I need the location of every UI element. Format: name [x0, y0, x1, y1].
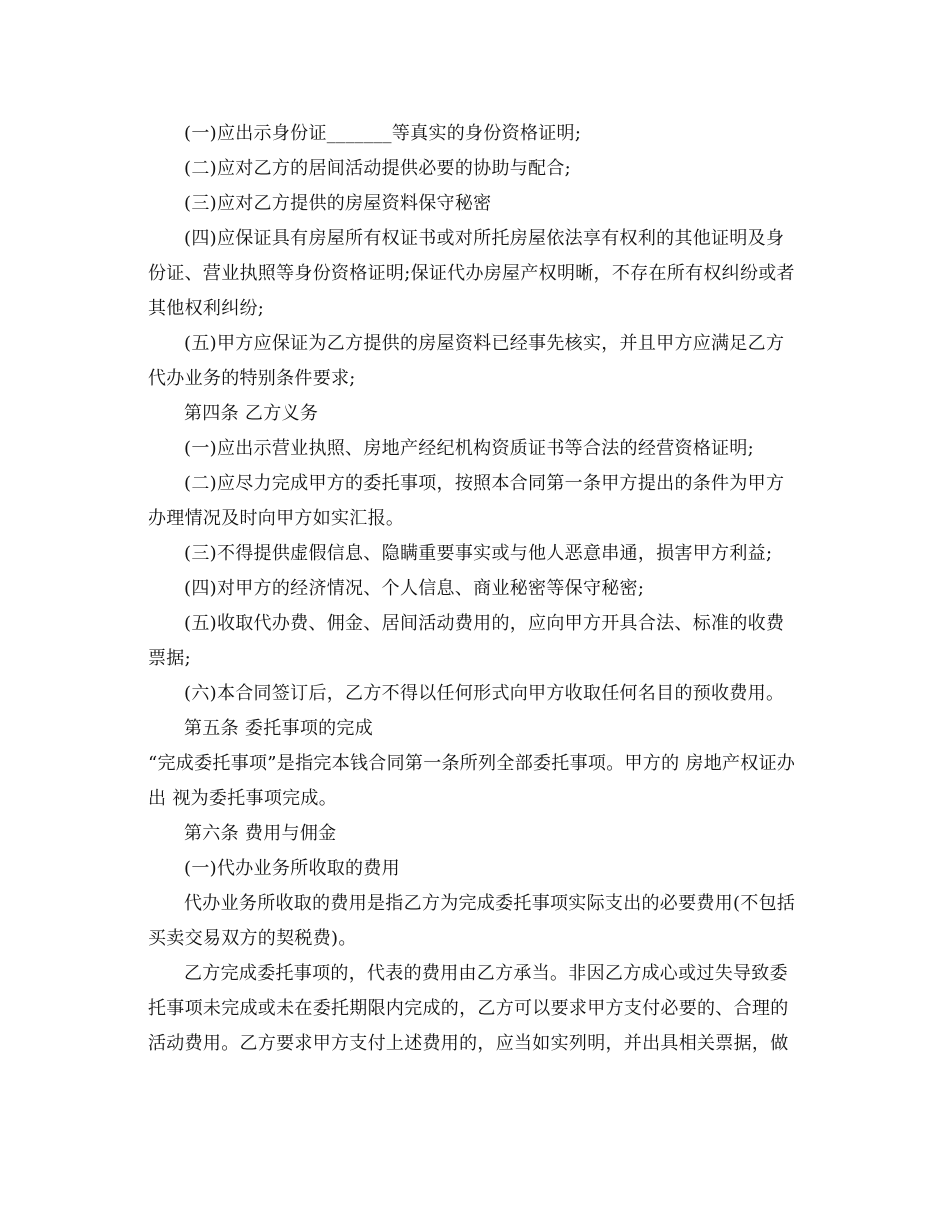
- paragraph-fees-definition: 代办业务所收取的费用是指乙方为完成委托事项实际支出的必要费用(不包括买卖交易双方的契税费)。: [148, 893, 796, 949]
- paragraph-ownership-guarantee: (四)应保证具有房屋所有权证书或对所托房屋依法享有权利的其他证明及身份证、营业执照等身份资格证明;保证代办房屋产权明晰，不存在所有权纠纷或者其他权利纠纷;: [148, 228, 795, 319]
- paragraph-verify-materials: (五)甲方应保证为乙方提供的房屋资料已经事先核实，并且甲方应满足乙方代办业务的特别条件要求;: [148, 333, 785, 389]
- paragraph-keep-secret: (三)应对乙方提供的房屋资料保守秘密: [184, 193, 492, 214]
- paragraph-receipts: (五)收取代办费、佣金、居间活动费用的，应向甲方开具合法、标准的收费票据;: [148, 613, 785, 669]
- paragraph-id-requirement: (一)应出示身份证_______等真实的身份资格证明;: [184, 123, 582, 144]
- paragraph-no-false-info: (三)不得提供虚假信息、隐瞒重要事实或与他人恶意串通，损害甲方利益;: [184, 543, 773, 564]
- paragraph-confidentiality: (四)对甲方的经济情况、个人信息、商业秘密等保守秘密;: [184, 578, 645, 599]
- paragraph-completion-definition: “完成委托事项”是指完本钱合同第一条所列全部委托事项。甲方的 房地产权证办出 视为委托事项完成。: [148, 753, 796, 809]
- paragraph-assist-cooperate: (二)应对乙方的居间活动提供必要的协助与配合;: [184, 158, 572, 179]
- paragraph-fees-subheading: (一)代办业务所收取的费用: [184, 858, 400, 879]
- paragraph-no-prepayment: (六)本合同签订后，乙方不得以任何形式向甲方收取任何名目的预收费用。: [184, 683, 785, 704]
- section-heading-article-5: 第五条 委托事项的完成: [184, 718, 374, 739]
- paragraph-fees-bearing: 乙方完成委托事项的，代表的费用由乙方承当。非因乙方成心或过失导致委托事项未完成或未在委托期限内完成的，乙方可以要求甲方支付必要的、合理的活动费用。乙方要求甲方支付上述费用的，应当如实列明，并出具相关票据，做: [148, 963, 789, 1054]
- document-body: [148, 116, 802, 1061]
- section-heading-article-4: 第四条 乙方义务: [184, 403, 319, 424]
- section-heading-article-6: 第六条 费用与佣金: [184, 823, 337, 844]
- paragraph-complete-commission: (二)应尽力完成甲方的委托事项，按照本合同第一条甲方提出的条件为甲方办理情况及时向甲方如实汇报。: [148, 473, 785, 529]
- paragraph-business-license: (一)应出示营业执照、房地产经纪机构资质证书等合法的经营资格证明;: [184, 438, 755, 459]
